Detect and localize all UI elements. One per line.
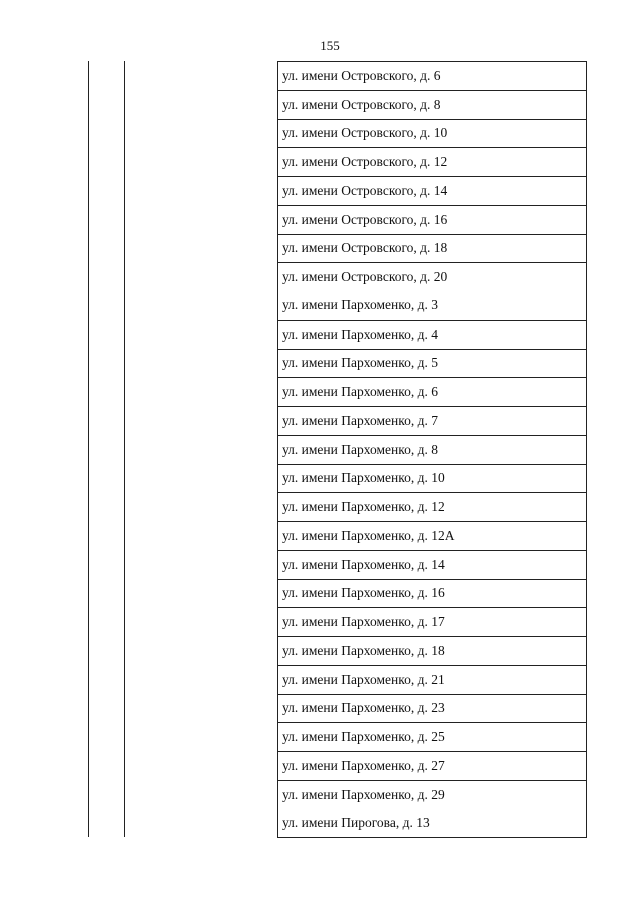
table-row: ул. имени Пархоменко, д. 10 (278, 464, 586, 493)
table-row: ул. имени Островского, д. 20 (278, 262, 586, 291)
table-row: ул. имени Пирогова, д. 13 (282, 814, 430, 830)
table-row: ул. имени Островского, д. 6 (278, 61, 586, 90)
table-row: ул. имени Пархоменко, д. 5 (278, 349, 586, 378)
address-table (277, 61, 587, 838)
table-row: ул. имени Пархоменко, д. 29 (278, 780, 586, 809)
table-row: ул. имени Пархоменко, д. 16 (278, 579, 586, 608)
table-row: ул. имени Пархоменко, д. 27 (278, 751, 586, 780)
page-number: 155 (320, 38, 340, 53)
table-row: ул. имени Пархоменко, д. 17 (278, 607, 586, 636)
table-row: ул. имени Пархоменко, д. 3 (282, 297, 438, 313)
table-column-divider-left (88, 61, 89, 837)
table-row: ул. имени Пархоменко, д. 6 (278, 377, 586, 406)
table-row: ул. имени Островского, д. 10 (278, 119, 586, 148)
table-row: ул. имени Пархоменко, д. 8 (278, 435, 586, 464)
table-row: ул. имени Островского, д. 16 (278, 205, 586, 234)
table-row: ул. имени Пархоменко, д. 12 (278, 492, 586, 521)
table-row: ул. имени Пархоменко, д. 12А (278, 521, 586, 550)
table-row: ул. имени Пархоменко, д. 23 (278, 694, 586, 723)
table-row: ул. имени Пархоменко, д. 21 (278, 665, 586, 694)
table-row: ул. имени Пархоменко, д. 25 (278, 722, 586, 751)
table-row: ул. имени Островского, д. 12 (278, 147, 586, 176)
table-column-divider-middle (124, 61, 125, 837)
table-row: ул. имени Пархоменко, д. 4 (278, 320, 586, 349)
table-row: ул. имени Островского, д. 14 (278, 176, 586, 205)
table-row: ул. имени Островского, д. 18 (278, 234, 586, 263)
table-row: ул. имени Островского, д. 8 (278, 90, 586, 119)
table-row: ул. имени Пархоменко, д. 14 (278, 550, 586, 579)
table-row: ул. имени Пархоменко, д. 7 (278, 406, 586, 435)
table-row: ул. имени Пархоменко, д. 18 (278, 636, 586, 665)
